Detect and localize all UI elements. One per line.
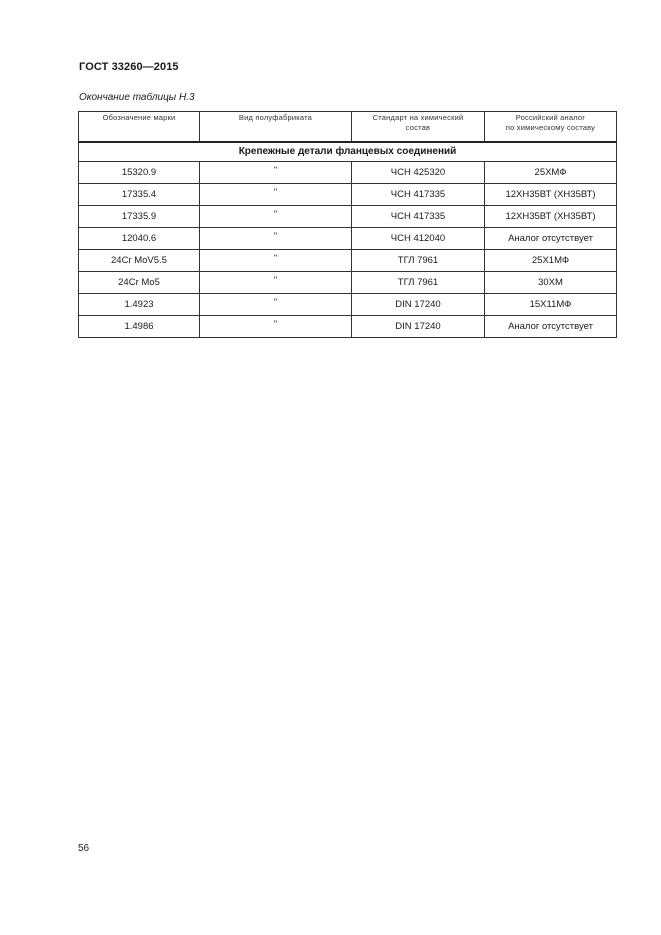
cell-product-type: " [200,162,352,184]
cell-grade: 15320.9 [79,162,200,184]
cell-product-type: " [200,228,352,250]
cell-analog: 12ХН35ВТ (ХН35ВТ) [485,184,617,206]
table-header-row [79,112,617,143]
cell-standard: ЧСН 425320 [352,162,485,184]
cell-grade: 24Cr MoV5.5 [79,250,200,272]
page-number: 56 [78,843,90,854]
cell-grade: 1.4923 [79,294,200,316]
cell-analog: 30ХМ [485,272,617,294]
cell-grade: 1.4986 [79,316,200,338]
cell-grade: 17335.9 [79,206,200,228]
column-header-analog: Российский аналог по химическому составу [485,112,617,143]
table-caption: Окончание таблицы Н.3 [79,92,195,103]
cell-standard: ЧСН 412040 [352,228,485,250]
cell-analog: 25Х1МФ [485,250,617,272]
cell-standard: ЧСН 417335 [352,184,485,206]
cell-product-type: " [200,316,352,338]
cell-grade: 12040.6 [79,228,200,250]
table-row [79,250,617,272]
cell-product-type: " [200,206,352,228]
table-row [79,184,617,206]
cell-product-type: " [200,184,352,206]
table-row [79,316,617,338]
cell-grade: 24Cr Mo5 [79,272,200,294]
section-title: Крепежные детали фланцевых соединений [79,142,617,162]
cell-analog: Аналог отсутствует [485,316,617,338]
cell-analog: 25ХМФ [485,162,617,184]
section-row [79,142,617,162]
cell-analog: Аналог отсутствует [485,228,617,250]
cell-product-type: " [200,294,352,316]
table-row [79,294,617,316]
document-code: ГОСТ 33260—2015 [79,61,179,73]
table-row [79,228,617,250]
cell-analog: 15Х11МФ [485,294,617,316]
materials-table [78,111,617,338]
table-row [79,162,617,184]
cell-standard: ЧСН 417335 [352,206,485,228]
table-row [79,206,617,228]
cell-standard: ТГЛ 7961 [352,272,485,294]
cell-product-type: " [200,250,352,272]
column-header-product-type: Вид полуфабриката [200,112,352,143]
cell-standard: DIN 17240 [352,294,485,316]
column-header-standard: Стандарт на химический состав [352,112,485,143]
column-header-grade: Обозначение марки [79,112,200,143]
cell-grade: 17335.4 [79,184,200,206]
table-body [79,142,617,338]
cell-standard: DIN 17240 [352,316,485,338]
cell-standard: ТГЛ 7961 [352,250,485,272]
table-row [79,272,617,294]
cell-analog: 12ХН35ВТ (ХН35ВТ) [485,206,617,228]
cell-product-type: " [200,272,352,294]
